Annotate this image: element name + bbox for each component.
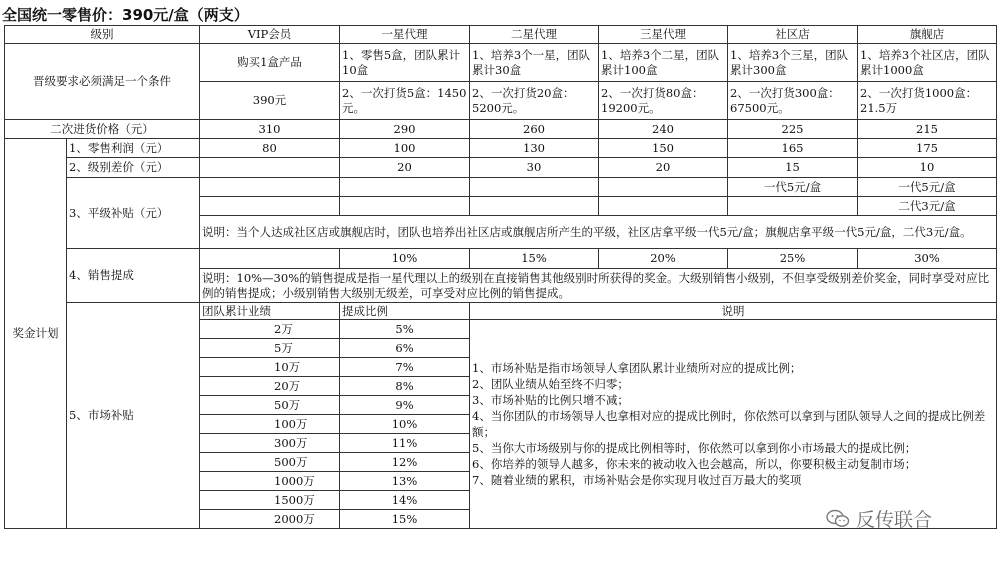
ratio-cell: 6% (340, 339, 470, 358)
upgrade-community-cond2: 2、一次打货300盒：67500元。 (728, 82, 858, 120)
ratio-cell: 8% (340, 377, 470, 396)
market-subsidy-col-perf: 团队累计业绩 (200, 303, 340, 320)
header-three-star: 三星代理 (599, 26, 728, 44)
retail-profit-row (5, 139, 997, 158)
upgrade-flagship-cond2: 2、一次打货1000盒：21.5万 (858, 82, 997, 120)
upgrade-two-star-cond1: 1、培养3个一星，团队累计30盒 (470, 44, 599, 82)
level-diff-row (5, 158, 997, 178)
restock-flagship: 215 (858, 120, 997, 139)
bonus-plan-label: 奖金计划 (5, 139, 67, 529)
perf-cell: 10万 (200, 358, 340, 377)
upgrade-one-star-cond2: 2、一次打货5盒：1450元。 (340, 82, 470, 120)
perf-cell: 300万 (200, 434, 340, 453)
peer-subsidy-row-1 (5, 178, 997, 197)
sales-commission-flagship: 30% (858, 249, 997, 269)
level-diff-flagship: 10 (858, 158, 997, 178)
wechat-icon (826, 509, 850, 529)
level-diff-community: 15 (728, 158, 858, 178)
restock-three-star: 240 (599, 120, 728, 139)
header-level: 级别 (5, 26, 200, 44)
header-row (5, 26, 997, 44)
watermark (826, 505, 932, 532)
ratio-cell: 7% (340, 358, 470, 377)
header-flagship-store: 旗舰店 (858, 26, 997, 44)
header-one-star: 一星代理 (340, 26, 470, 44)
restock-community: 225 (728, 120, 858, 139)
upgrade-three-star-cond1: 1、培养3个二星，团队累计100盒 (599, 44, 728, 82)
market-subsidy-col-note: 说明 (470, 303, 997, 320)
upgrade-vip-cond2: 390元 (200, 82, 340, 120)
peer-subsidy-label: 3、平级补贴（元） (67, 178, 200, 249)
sales-commission-three-star: 20% (599, 249, 728, 269)
upgrade-label: 晋级要求必须满足一个条件 (5, 44, 200, 120)
upgrade-row-1 (5, 44, 997, 82)
commission-table (4, 25, 997, 529)
restock-row (5, 120, 997, 139)
retail-profit-flagship: 175 (858, 139, 997, 158)
sales-commission-one-star: 10% (340, 249, 470, 269)
ratio-cell: 13% (340, 472, 470, 491)
header-vip: VIP会员 (200, 26, 340, 44)
market-subsidy-notes: 1、市场补贴是指市场领导人拿团队累计业绩所对应的提成比例； 2、团队业绩从始至终不归零； 3、市场补贴的比例只增不减； 4、当你团队的市场领导人也拿相对应的提成比例时，你依然可以拿到与团队领导人之间的提成比例差额； 5、当你大市场级别与你的提成比例相等时，你依然可以拿到你小市场最大的提成比例； 6、你培养的领导人越多，你未来的被动收入也会越高，所以，你要积极主动复制市场； 7、随着业绩的累积，市场补贴会是你实现月收过百万最大的奖项 (470, 320, 997, 529)
retail-profit-one-star: 100 (340, 139, 470, 158)
ratio-cell: 10% (340, 415, 470, 434)
restock-two-star: 260 (470, 120, 599, 139)
peer-subsidy-community-gen1: 一代5元/盒 (728, 178, 858, 197)
peer-subsidy-note: 说明：当个人达成社区店或旗舰店时，团队也培养出社区店或旗舰店所产生的平级，社区店拿平级一代5元/盒；旗舰店拿平级一代5元/盒，二代3元/盒。 (200, 216, 997, 249)
retail-profit-community: 165 (728, 139, 858, 158)
market-subsidy-label: 5、市场补贴 (67, 303, 200, 529)
sales-commission-note: 说明：10%—30%的销售提成是指一星代理以上的级别在直接销售其他级别时所获得的奖金。大级别销售小级别，不但享受级别差价奖金，同时享受对应比例的销售提成；小级别销售大级别无级差，可享受对应比例的销售提成。 (200, 269, 997, 303)
upgrade-three-star-cond2: 2、一次打货80盒：19200元。 (599, 82, 728, 120)
sales-commission-label: 4、销售提成 (67, 249, 200, 303)
level-diff-three-star: 20 (599, 158, 728, 178)
upgrade-community-cond1: 1、培养3个三星，团队累计300盒 (728, 44, 858, 82)
upgrade-one-star-cond1: 1、零售5盒，团队累计10盒 (340, 44, 470, 82)
perf-cell: 5万 (200, 339, 340, 358)
upgrade-vip-cond1: 购买1盒产品 (200, 44, 340, 82)
restock-vip: 310 (200, 120, 340, 139)
peer-subsidy-flagship-gen1: 一代5元/盒 (858, 178, 997, 197)
ratio-cell: 14% (340, 491, 470, 510)
retail-profit-three-star: 150 (599, 139, 728, 158)
header-community-store: 社区店 (728, 26, 858, 44)
document-title: 全国统一零售价：390元/盒（两支） (2, 6, 249, 24)
retail-profit-vip: 80 (200, 139, 340, 158)
sales-commission-vip (200, 249, 340, 269)
restock-label: 二次进货价格（元） (5, 120, 200, 139)
ratio-cell: 15% (340, 510, 470, 529)
retail-profit-label: 1、零售利润（元） (67, 139, 200, 158)
watermark-text: 反传联合 (856, 509, 933, 531)
sales-commission-row (5, 249, 997, 269)
sales-commission-two-star: 15% (470, 249, 599, 269)
level-diff-two-star: 30 (470, 158, 599, 178)
market-subsidy-header-row (5, 303, 997, 320)
level-diff-one-star: 20 (340, 158, 470, 178)
market-subsidy-col-ratio: 提成比例 (340, 303, 470, 320)
peer-subsidy-flagship-gen2: 二代3元/盒 (858, 197, 997, 216)
header-two-star: 二星代理 (470, 26, 599, 44)
ratio-cell: 9% (340, 396, 470, 415)
upgrade-two-star-cond2: 2、一次打货20盒：5200元。 (470, 82, 599, 120)
perf-cell: 500万 (200, 453, 340, 472)
ratio-cell: 5% (340, 320, 470, 339)
retail-profit-two-star: 130 (470, 139, 599, 158)
sales-commission-community: 25% (728, 249, 858, 269)
ratio-cell: 12% (340, 453, 470, 472)
perf-cell: 20万 (200, 377, 340, 396)
restock-one-star: 290 (340, 120, 470, 139)
ratio-cell: 11% (340, 434, 470, 453)
perf-cell: 1000万 (200, 472, 340, 491)
perf-cell: 1500万 (200, 491, 340, 510)
perf-cell: 50万 (200, 396, 340, 415)
level-diff-vip (200, 158, 340, 178)
perf-cell: 100万 (200, 415, 340, 434)
perf-cell: 2万 (200, 320, 340, 339)
level-diff-label: 2、级别差价（元） (67, 158, 200, 178)
upgrade-flagship-cond1: 1、培养3个社区店，团队累计1000盒 (858, 44, 997, 82)
perf-cell: 2000万 (200, 510, 340, 529)
